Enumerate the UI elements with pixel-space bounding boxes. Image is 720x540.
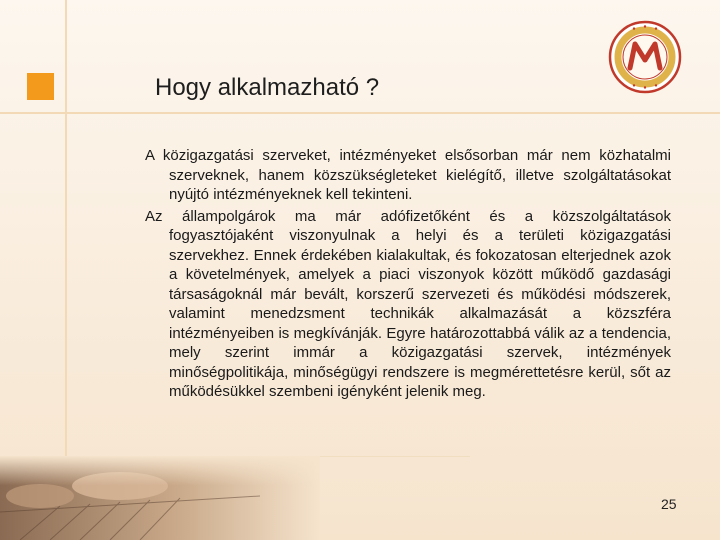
slide-body <box>145 146 671 404</box>
slide-title: Hogy alkalmazható ? <box>155 74 380 101</box>
body-paragraph-2: Az állampolgárok ma már adófizetőként és a közszolgáltatások fogyasztójaként viszonyulnak a helyi és a területi közigazgatási szervekhez. Ennek érdekében kialakultak, és fokozatosan elterjednek azok a követelmények, amelyek a piaci viszonyok között működő gazdasági társaságoknál már bevált, korszerű szervezeti és működési módszerek, valamint menedzsment technikák alkalmazását a közszféra intézményeiben is megkívánják. Egyre határozottabbá válik az a tendencia, mely szerint immár a közigazgatási szervek, intézmények minőségpolitikája, minőségügyi rendszere is megmérettetésre kerül, sőt az működésükkel szembeni igényként jelenik meg. <box>145 207 671 400</box>
organization-logo-icon <box>608 20 682 94</box>
horizontal-divider <box>0 112 720 114</box>
accent-square <box>27 73 54 100</box>
piano-hands-image <box>0 456 320 540</box>
page-number: 25 <box>661 496 677 512</box>
body-paragraph-1: A közigazgatási szerveket, intézményeket elsősorban már nem közhatalmi szerveknek, hanem közszükségleteket kielégítő, illetve szolgáltatásokat nyújtó intézményeknek kell tekinteni. <box>145 147 671 203</box>
